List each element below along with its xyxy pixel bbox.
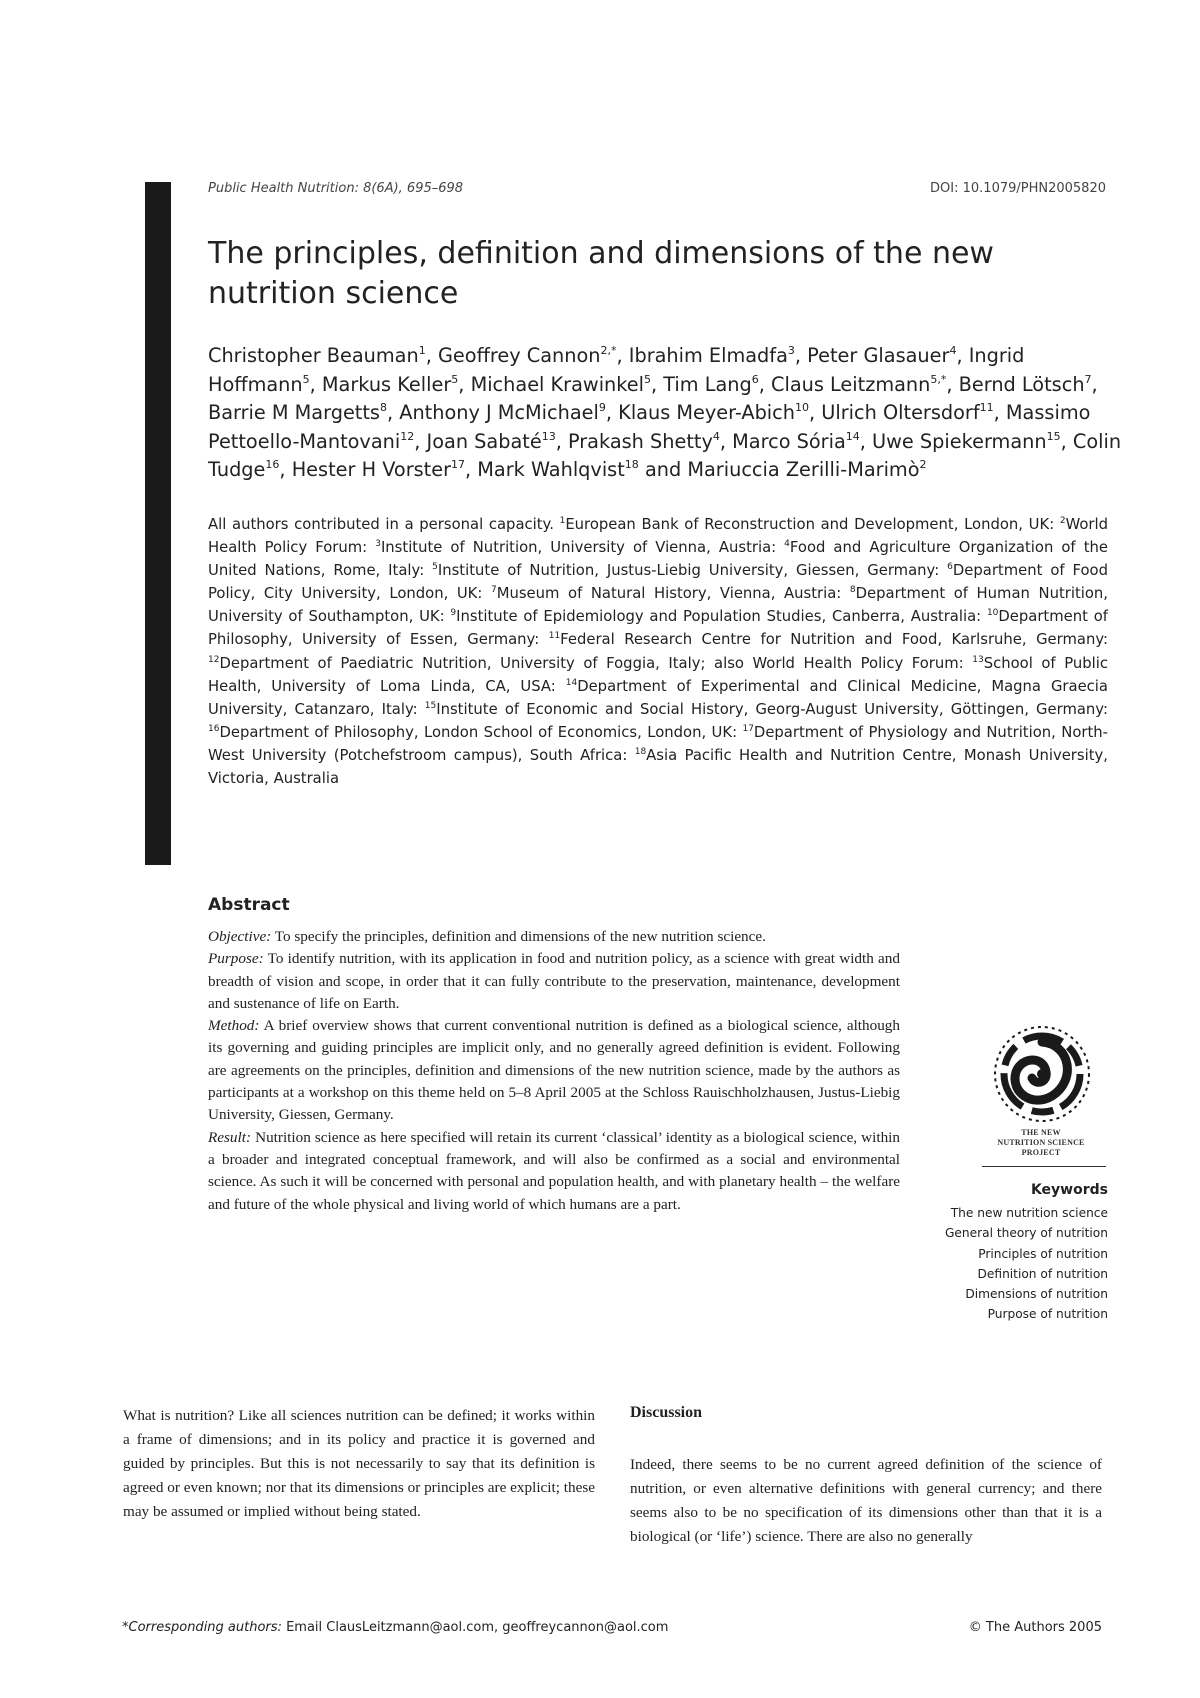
author-name: Markus Keller (321, 372, 452, 396)
affiliation-intro: All authors contributed in a personal capacity. (208, 516, 554, 533)
author-name: Mariuccia Zerilli-Marimò (687, 458, 920, 481)
keyword-item: Principles of nutrition (978, 1246, 1108, 1261)
author-name: Hester H Vorster (291, 458, 452, 481)
logo-line-3: PROJECT (1021, 1148, 1061, 1157)
objective-label: Objective: (208, 928, 272, 945)
author-affiliation-mark: 11 (979, 401, 994, 414)
affiliation-text: Department of Paediatric Nutrition, University of Foggia, Italy; also World Health Policy Forum: (219, 654, 964, 672)
abstract-body (208, 926, 900, 1216)
affiliation-text: Department of Experimental and Clinical Medicine, Magna Graecia University, Catanzaro, Italy: (208, 677, 1108, 718)
abstract-purpose (208, 948, 900, 1015)
affiliation-text: Asia Pacific Health and Nutrition Centre, Monash University, Victoria, Australia (208, 746, 1108, 788)
method-text: A brief overview shows that current conventional nutrition is defined as a biological science, although its governing and guiding principles are implicit only, and no generally agreed definition is evident. Following are agreements on the principles, definition and dimensions of the new nutrition science, made by the authors as participants at a workshop on this theme held on 5–8 April 2005 at the Schloss Rauischholzhausen, Justus-Liebig University, Giessen, Germany. (208, 1017, 900, 1124)
author-affiliation-mark: 18 (624, 458, 639, 471)
affiliation-number: 5 (432, 562, 438, 573)
author-affiliation-mark: 12 (400, 429, 415, 443)
abstract-method (208, 1015, 900, 1126)
author-name: Joan Sabaté (426, 429, 542, 453)
author-affiliation-mark: 2,* (600, 344, 617, 357)
author-affiliation-mark: 13 (541, 429, 556, 443)
result-text: Nutrition science as here specified will retain its current ‘classical’ identity as a biological science, within a broader and integrated conceptual framework, and will also be confirmed as a social and environmental science. As such it will be concerned with personal and population health, and with planetary health – the welfare and future of the whole physical and living world of which humans are a part. (208, 1128, 900, 1213)
purpose-text: To identify nutrition, with its application in food and nutrition policy, as a science with great width and breadth of vision and scope, in order that it can fully contribute to the preservation, maintenance, development and sustenance of life on Earth. (208, 950, 900, 1012)
journal-citation: Public Health Nutrition: 8(6A), 695–698 (208, 181, 464, 196)
author-name: Ulrich Oltersdorf (821, 401, 980, 424)
affiliation-number: 15 (424, 700, 437, 711)
author-affiliation-mark: 14 (845, 429, 860, 443)
author-name: Bernd Lötsch (958, 372, 1085, 396)
author-name: Anthony J McMichael (399, 401, 599, 424)
author-affiliation-mark: 5,* (930, 372, 947, 386)
affiliation-number: 8 (849, 585, 856, 596)
paper-title: The principles, definition and dimensions of the new nutrition science (208, 236, 994, 311)
affiliation-number: 2 (1059, 516, 1066, 526)
author-name: Christopher Beauman (208, 344, 419, 367)
author-name: Peter Glasauer (807, 344, 950, 367)
author-name: Colin Tudge (208, 429, 1122, 481)
affiliation-text: Department of Physiology and Nutrition, North-West University (Potchefstroom campus), South Africa: (208, 723, 1108, 764)
discussion-heading: Discussion (630, 1404, 703, 1421)
affiliation-text: Department of Human Nutrition, University of Southampton, UK: (208, 585, 1108, 626)
affiliation-text: Institute of Nutrition, Justus-Liebig University, Giessen, Germany: (437, 562, 940, 580)
affiliation-text: Food and Agriculture Organization of the United Nations, Rome, Italy: (208, 539, 1108, 580)
author-affiliation-mark: 17 (451, 458, 466, 471)
keyword-item: The new nutrition science (950, 1206, 1108, 1220)
author-affiliation-mark: 15 (1046, 429, 1061, 443)
affiliation-number: 11 (548, 631, 561, 642)
author-affiliation-mark: 6 (751, 372, 759, 386)
keywords-list (945, 1203, 1108, 1325)
corresponding-emails: Email ClausLeitzmann@aol.com, geoffreycannon@aol.com (286, 1620, 669, 1635)
author-name: Michael Krawinkel (470, 372, 644, 396)
affiliation-text: Institute of Epidemiology and Population Studies, Canberra, Australia: (456, 608, 982, 626)
author-name: Claus Leitzmann (771, 372, 931, 396)
author-affiliation-mark: 1 (418, 344, 426, 357)
author-affiliation-mark: 5 (451, 372, 459, 386)
affiliations (208, 513, 1108, 790)
author-affiliation-mark: 4 (712, 429, 720, 443)
affiliation-text: Federal Research Centre for Nutrition and Food, Karlsruhe, Germany: (560, 631, 1108, 649)
author-affiliation-mark: 2 (919, 458, 927, 471)
affiliation-number: 12 (208, 654, 220, 665)
corresponding-label: *Corresponding authors: (122, 1620, 282, 1635)
affiliation-number: 6 (947, 562, 953, 573)
affiliation-text: Department of Food Policy, City University, London, UK: (208, 562, 1108, 603)
abstract-result (208, 1127, 900, 1216)
author-affiliation-mark: 7 (1084, 372, 1092, 386)
author-affiliation-mark: 9 (598, 401, 606, 414)
author-list: Christopher Beauman$^1$, Geoffrey Cannon$^{2,*}$, Ibrahim Elmadfa$^3$, Peter Glasauer$^4$, Ingrid Hoffmann$^5$, Markus Keller$^5$, Michael Krawinkel$^5$, Tim Lang$^6$, Claus Leitzmann$^{5,*}$, Bernd Lötsch$^7$, Barrie M Margetts$^8$, Anthony J McMichael$^9$, Klaus Meyer-Abich$^{10}$, Ulrich Oltersdorf$^{11}$, Massimo Pettoello-Mantovani$^{12}$, Joan Sabaté$^{13}$, Prakash Shetty$^4$, Marco Sória$^{14}$, Uwe Spiekermann$^{15}$, Colin Tudge$^{16}$, Hester H Vorster$^{17}$, Mark Wahlqvist$^{18}$ and Mariuccia Zerilli-Marimò$^2$ (208, 344, 1122, 481)
author-name: Tim Lang (663, 372, 752, 396)
author-name: Ingrid Hoffmann (208, 344, 1025, 396)
author-affiliation-mark: 4 (949, 344, 957, 357)
affiliation-number: 17 (742, 723, 754, 734)
authors-and: and (644, 458, 682, 481)
author-name: Mark Wahlqvist (477, 458, 625, 481)
affiliation-number: 9 (450, 608, 457, 619)
affiliation-text: Institute of Economic and Social History, Georg-August University, Göttingen, Germany: (436, 700, 1108, 718)
doi: DOI: 10.1079/PHN2005820 (930, 181, 1106, 196)
objective-text: To specify the principles, definition and dimensions of the new nutrition science. (274, 928, 766, 945)
keyword-item: Definition of nutrition (977, 1266, 1108, 1281)
author-affiliation-mark: 5 (302, 372, 310, 386)
affiliation-text: World Health Policy Forum: (208, 516, 1109, 557)
affiliation-text: Department of Philosophy, London School of Economics, London, UK: (219, 723, 738, 741)
keyword-item: Purpose of nutrition (987, 1307, 1108, 1322)
affiliation-number: 7 (490, 585, 497, 596)
body-column-right: Indeed, there seems to be no current agreed definition of the science of nutrition, or even alternative definitions with general currency; and there seems also to be no specification of its dimensions other than that it is a biological (or ‘life’) science. There are also no generally (630, 1456, 1102, 1545)
logo-line-2: NUTRITION SCIENCE (997, 1138, 1085, 1147)
affiliation-number: 18 (634, 746, 647, 757)
keywords-heading: Keywords (1030, 1182, 1108, 1198)
result-label: Result: (208, 1128, 252, 1146)
body-column-left: What is nutrition? Like all sciences nutrition can be defined; it works within a frame of dimensions; and in its policy and practice it is governed and guided by principles. But this is not necessarily to say that its definition is agreed or even known; nor that its dimensions or principles are explicit; these may be assumed or implied without being stated. (123, 1407, 595, 1520)
affiliation-number: 10 (986, 608, 999, 619)
author-affiliation-mark: 3 (787, 344, 795, 357)
author-affiliation-mark: 10 (795, 401, 809, 414)
affiliation-number: 1 (559, 516, 566, 526)
keyword-item: General theory of nutrition (944, 1226, 1108, 1241)
author-affiliation-mark: 16 (265, 458, 280, 471)
affiliation-number: 3 (375, 539, 381, 550)
author-affiliation-mark: 8 (379, 401, 387, 414)
logo-line-1: THE NEW (1021, 1128, 1061, 1137)
abstract-heading: Abstract (208, 895, 290, 915)
method-label: Method: (208, 1017, 260, 1035)
affiliation-text: Museum of Natural History, Vienna, Austria: (496, 585, 842, 603)
author-name: Prakash Shetty (567, 429, 713, 453)
author-name: Massimo Pettoello-Mantovani (208, 401, 1091, 453)
affiliation-text: Department of Philosophy, University of Essen, Germany: (208, 608, 1108, 649)
author-name: Klaus Meyer-Abich (618, 401, 795, 424)
sidebar-bar (145, 182, 171, 865)
author-name: Marco Sória (732, 429, 846, 453)
logo-caption (975, 1128, 1107, 1158)
affiliation-number: 13 (972, 654, 984, 665)
author-name: Ibrahim Elmadfa (628, 344, 788, 367)
author-name: Uwe Spiekermann (872, 429, 1047, 453)
affiliation-number: 4 (784, 539, 790, 550)
logo-divider (982, 1166, 1106, 1167)
affiliation-text: School of Public Health, University of Loma Linda, CA, USA: (208, 654, 1108, 695)
affiliation-text: Institute of Nutrition, University of Vienna, Austria: (380, 539, 777, 557)
purpose-label: Purpose: (208, 950, 264, 968)
corresponding-footnote (122, 1620, 668, 1635)
affiliation-number: 16 (208, 723, 220, 734)
swirl-logo-icon (982, 1022, 1102, 1126)
affiliation-text: European Bank of Reconstruction and Development, London, UK: (565, 516, 1055, 533)
copyright: © The Authors 2005 (968, 1620, 1102, 1635)
author-name: Geoffrey Cannon (437, 344, 601, 367)
author-name: Barrie M Margetts (208, 401, 380, 424)
author-affiliation-mark: 5 (643, 372, 651, 386)
keyword-item: Dimensions of nutrition (965, 1287, 1108, 1302)
abstract-objective (208, 926, 900, 948)
affiliation-number: 14 (565, 677, 578, 688)
